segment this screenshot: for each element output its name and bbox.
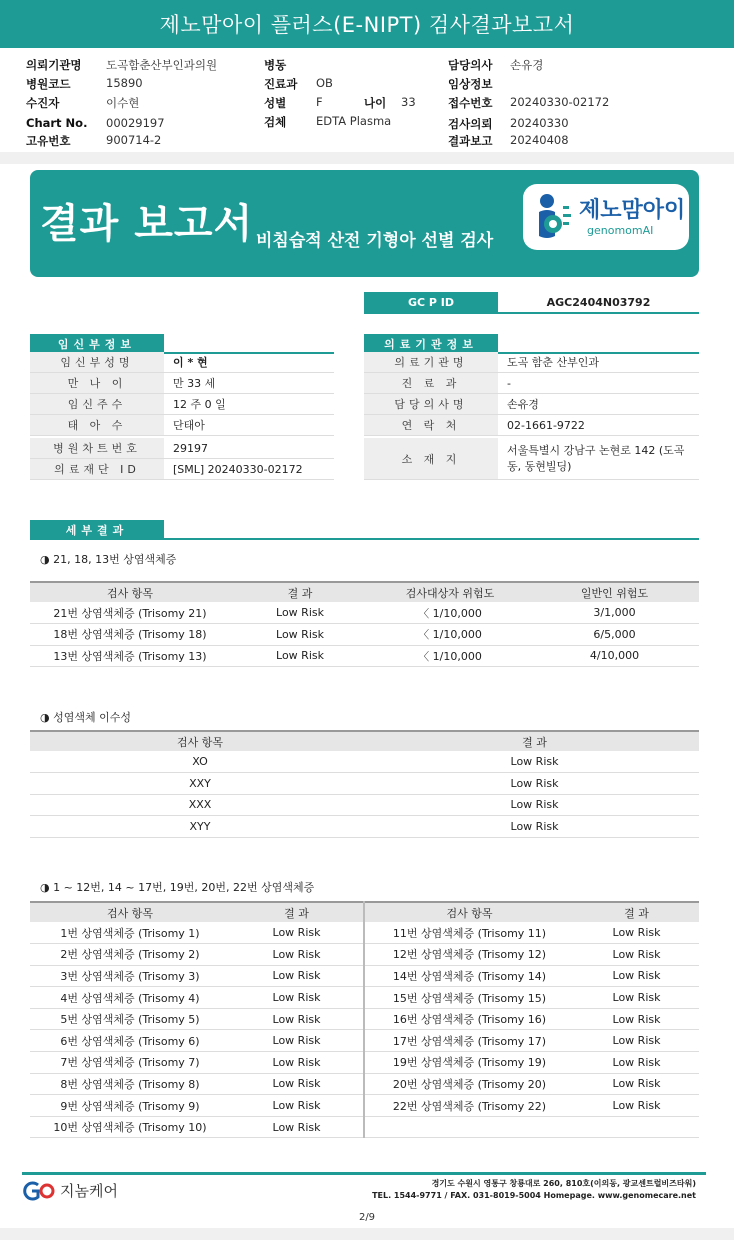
dept-label: 진료과 bbox=[264, 77, 298, 91]
cell: Low Risk bbox=[230, 965, 364, 987]
cell: Low Risk bbox=[230, 922, 364, 944]
patient-row-value: 만 33 세 bbox=[173, 377, 216, 390]
cell: 〈 1/10,000 bbox=[370, 645, 530, 667]
patient-row bbox=[30, 415, 334, 436]
cell: 19번 상염색체증 (Trisomy 19) bbox=[364, 1052, 574, 1074]
cell: 16번 상염색체증 (Trisomy 16) bbox=[364, 1008, 574, 1030]
cell: 4번 상염색체증 (Trisomy 4) bbox=[30, 987, 230, 1009]
dept-value: OB bbox=[316, 76, 333, 90]
table1-title: ◑ 21, 18, 13번 상염색체증 bbox=[40, 553, 177, 566]
cell: Low Risk bbox=[230, 1052, 364, 1074]
recipient-label: 수진자 bbox=[26, 96, 60, 110]
table2-title: ◑ 성염색체 이수성 bbox=[40, 711, 131, 724]
cell: 11번 상염색체증 (Trisomy 11) bbox=[364, 922, 574, 944]
table-row bbox=[30, 1052, 699, 1074]
gcp-id-label: GC P ID bbox=[364, 292, 498, 312]
institution-section-header bbox=[364, 334, 699, 354]
patient-section-title: 임신부정보 bbox=[30, 334, 164, 354]
cell: Low Risk bbox=[230, 1116, 364, 1138]
institution-row-label: 담당의사명 bbox=[364, 394, 498, 414]
cell: 2번 상염색체증 (Trisomy 2) bbox=[30, 944, 230, 966]
divider-band bbox=[0, 152, 734, 164]
cell: Low Risk bbox=[230, 1073, 364, 1095]
table-row bbox=[30, 1030, 699, 1052]
cell: 8번 상염색체증 (Trisomy 8) bbox=[30, 1073, 230, 1095]
gcp-id-box bbox=[364, 292, 699, 314]
unique-label: 고유번호 bbox=[26, 134, 71, 148]
cell: 6/5,000 bbox=[530, 624, 699, 646]
institution-row bbox=[364, 415, 699, 436]
banner-subtitle: 비침습적 산전 기형아 선별 검사 bbox=[256, 231, 494, 251]
cell: 20번 상염색체증 (Trisomy 20) bbox=[364, 1073, 574, 1095]
patient-section-header bbox=[30, 334, 334, 354]
cell: 3번 상염색체증 (Trisomy 3) bbox=[30, 965, 230, 987]
institution-row-value: 손유경 bbox=[507, 398, 539, 411]
genomom-logo bbox=[523, 184, 689, 250]
cell: 7번 상염색체증 (Trisomy 7) bbox=[30, 1052, 230, 1074]
institution-row-label: 의료기관명 bbox=[364, 352, 498, 372]
bottom-band bbox=[0, 1228, 734, 1240]
cell: 〈 1/10,000 bbox=[370, 602, 530, 624]
patient-row-value: 단태아 bbox=[173, 419, 205, 432]
cell: Low Risk bbox=[574, 1073, 699, 1095]
cell: Low Risk bbox=[574, 987, 699, 1009]
cell bbox=[364, 1116, 574, 1138]
hosp-code-label: 병원코드 bbox=[26, 77, 71, 91]
table-row bbox=[30, 624, 699, 646]
genomecare-logo bbox=[22, 1180, 118, 1201]
cell: Low Risk bbox=[230, 1095, 364, 1117]
institution-row-value: - bbox=[507, 376, 511, 390]
cell: Low Risk bbox=[574, 965, 699, 987]
patient-row bbox=[30, 352, 334, 373]
logo-text: 제노맘아이 bbox=[579, 198, 686, 223]
cell: 10번 상염색체증 (Trisomy 10) bbox=[30, 1116, 230, 1138]
details-section-header bbox=[30, 520, 699, 540]
inst-label: 의뢰기관명 bbox=[26, 58, 82, 72]
patient-row-label: 임신부성명 bbox=[30, 352, 164, 372]
footer-logo-text: 지놈케어 bbox=[60, 1182, 118, 1200]
table-row bbox=[30, 965, 699, 987]
cell: 4/10,000 bbox=[530, 645, 699, 667]
t3-header: 검사 항목 bbox=[30, 902, 230, 922]
cell: 17번 상염색체증 (Trisomy 17) bbox=[364, 1030, 574, 1052]
cell: 18번 상염색체증 (Trisomy 18) bbox=[30, 624, 230, 646]
footer-address bbox=[372, 1178, 696, 1202]
institution-row-label: 진 료 과 bbox=[364, 373, 498, 393]
table-row bbox=[30, 773, 699, 795]
cell bbox=[574, 1116, 699, 1138]
banner-title: 결과 보고서 bbox=[40, 201, 254, 247]
table-row bbox=[30, 602, 699, 624]
cell: Low Risk bbox=[370, 816, 699, 838]
report-title: 제노맘아이 플러스(E-NIPT) 검사결과보고서 bbox=[159, 13, 575, 37]
request-label: 검사의뢰 bbox=[448, 117, 493, 131]
cell: 22번 상염색체증 (Trisomy 22) bbox=[364, 1095, 574, 1117]
receipt-label: 접수번호 bbox=[448, 96, 493, 110]
age-value: 33 bbox=[401, 95, 416, 109]
unique-value: 900714-2 bbox=[106, 133, 162, 147]
cell: 9번 상염색체증 (Trisomy 9) bbox=[30, 1095, 230, 1117]
patient-row-label: 의료재단 ID bbox=[30, 459, 164, 479]
cell: Low Risk bbox=[230, 602, 370, 624]
cell: 13번 상염색체증 (Trisomy 13) bbox=[30, 645, 230, 667]
cell: XYY bbox=[30, 816, 370, 838]
t1-header: 검사 항목 bbox=[30, 582, 230, 602]
patient-row-value: [SML] 20240330-02172 bbox=[173, 462, 303, 476]
t3-header: 결 과 bbox=[574, 902, 699, 922]
specimen-label: 검체 bbox=[264, 115, 287, 129]
cell: Low Risk bbox=[574, 922, 699, 944]
institution-row-label: 연 락 처 bbox=[364, 415, 498, 435]
receipt-value: 20240330-02172 bbox=[510, 95, 610, 109]
table-row bbox=[30, 816, 699, 838]
table-row bbox=[30, 794, 699, 816]
table3-title: ◑ 1 ~ 12번, 14 ~ 17번, 19번, 20번, 22번 상염색체증 bbox=[40, 881, 315, 894]
table-row bbox=[30, 1073, 699, 1095]
doctor-label: 담당의사 bbox=[448, 58, 493, 72]
institution-row bbox=[364, 373, 699, 394]
cell: Low Risk bbox=[574, 1030, 699, 1052]
cell: XXY bbox=[30, 773, 370, 795]
table-row bbox=[30, 922, 699, 944]
t2-header: 결 과 bbox=[370, 731, 699, 751]
footer-address-line: 경기도 수원시 영통구 창룡대로 260, 810호(이의동, 광교센트럴비즈타워) bbox=[431, 1179, 696, 1188]
cell: Low Risk bbox=[230, 1030, 364, 1052]
patient-row-value: 12 주 0 일 bbox=[173, 398, 226, 411]
t3-header: 결 과 bbox=[230, 902, 364, 922]
table-row bbox=[30, 1095, 699, 1117]
cell: Low Risk bbox=[230, 944, 364, 966]
institution-row-value: 02-1661-9722 bbox=[507, 418, 585, 432]
result-banner bbox=[30, 170, 699, 277]
doctor-value: 손유경 bbox=[510, 58, 544, 72]
institution-row-label: 소 재 지 bbox=[364, 438, 498, 479]
clinical-label: 임상정보 bbox=[448, 77, 493, 91]
specimen-value: EDTA Plasma bbox=[316, 114, 392, 128]
cell: Low Risk bbox=[574, 1052, 699, 1074]
request-meta bbox=[0, 56, 734, 152]
cell: Low Risk bbox=[574, 1008, 699, 1030]
institution-row-value: 도곡 함춘 산부인과 bbox=[507, 356, 600, 369]
report-date-label: 결과보고 bbox=[448, 134, 493, 148]
footer-divider bbox=[22, 1172, 706, 1175]
ward-label: 병동 bbox=[264, 58, 287, 72]
cell: 3/1,000 bbox=[530, 602, 699, 624]
cell: Low Risk bbox=[230, 624, 370, 646]
table-row bbox=[30, 1116, 699, 1138]
cell: 6번 상염색체증 (Trisomy 6) bbox=[30, 1030, 230, 1052]
cell: Low Risk bbox=[370, 773, 699, 795]
cell: 1번 상염색체증 (Trisomy 1) bbox=[30, 922, 230, 944]
mother-baby-icon bbox=[533, 192, 575, 242]
cell: 〈 1/10,000 bbox=[370, 624, 530, 646]
report-title-bar bbox=[0, 0, 734, 48]
patient-row-label: 병원차트번호 bbox=[30, 438, 164, 458]
patient-row-value: 29197 bbox=[173, 441, 208, 455]
cell: 5번 상염색체증 (Trisomy 5) bbox=[30, 1008, 230, 1030]
age-label: 나이 bbox=[364, 96, 387, 110]
cell: Low Risk bbox=[370, 794, 699, 816]
table-row bbox=[30, 987, 699, 1009]
gcp-id-value: AGC2404N03792 bbox=[546, 295, 651, 309]
t2-header: 검사 항목 bbox=[30, 731, 370, 751]
trisomy-major-table bbox=[30, 581, 699, 667]
patient-row-value: 이 * 현 bbox=[173, 356, 208, 369]
table-row bbox=[30, 751, 699, 773]
genomecare-g-icon bbox=[22, 1181, 56, 1201]
t1-header: 검사대상자 위험도 bbox=[370, 582, 530, 602]
inst-value: 도곡함춘산부인과의원 bbox=[106, 58, 218, 72]
sex-label: 성별 bbox=[264, 96, 287, 110]
cell: 15번 상염색체증 (Trisomy 15) bbox=[364, 987, 574, 1009]
patient-row bbox=[30, 373, 334, 394]
sex-value: F bbox=[316, 95, 323, 109]
table-row bbox=[30, 1008, 699, 1030]
footer-contact-line: TEL. 1544-9771 / FAX. 031-8019-5004 Homepage. www.genomecare.net bbox=[372, 1191, 696, 1200]
details-section-title: 세부결과 bbox=[30, 520, 164, 540]
logo-subtext: genomomAI bbox=[587, 224, 654, 237]
t3-header: 검사 항목 bbox=[364, 902, 574, 922]
t1-header: 결 과 bbox=[230, 582, 370, 602]
trisomy-other-table bbox=[30, 901, 699, 1138]
institution-row bbox=[364, 394, 699, 415]
chart-value: 00029197 bbox=[106, 116, 165, 130]
cell: Low Risk bbox=[230, 1008, 364, 1030]
patient-row-label: 임신주수 bbox=[30, 394, 164, 414]
patient-row-label: 태 아 수 bbox=[30, 415, 164, 435]
page-number: 2/9 bbox=[358, 1212, 376, 1223]
report-date-value: 20240408 bbox=[510, 133, 569, 147]
patient-row bbox=[30, 394, 334, 415]
sex-chromosome-table bbox=[30, 730, 699, 838]
cell: XO bbox=[30, 751, 370, 773]
cell: Low Risk bbox=[230, 645, 370, 667]
cell: XXX bbox=[30, 794, 370, 816]
patient-row-label: 만 나 이 bbox=[30, 373, 164, 393]
hosp-code-value: 15890 bbox=[106, 76, 143, 90]
cell: 12번 상염색체증 (Trisomy 12) bbox=[364, 944, 574, 966]
t1-header: 일반인 위험도 bbox=[530, 582, 699, 602]
request-value: 20240330 bbox=[510, 116, 569, 130]
institution-section-title: 의료기관정보 bbox=[364, 334, 498, 354]
cell: Low Risk bbox=[370, 751, 699, 773]
table-row bbox=[30, 645, 699, 667]
institution-row bbox=[364, 438, 699, 480]
patient-row bbox=[30, 438, 334, 459]
institution-row-value: 서울특별시 강남구 논현로 142 (도곡동, 동현빌딩) bbox=[507, 443, 685, 473]
table-row bbox=[30, 944, 699, 966]
cell: 21번 상염색체증 (Trisomy 21) bbox=[30, 602, 230, 624]
cell: Low Risk bbox=[574, 1095, 699, 1117]
cell: Low Risk bbox=[230, 987, 364, 1009]
recipient-value: 이수현 bbox=[106, 96, 140, 110]
chart-label: Chart No. bbox=[26, 116, 88, 130]
cell: Low Risk bbox=[574, 944, 699, 966]
institution-row bbox=[364, 352, 699, 373]
patient-row bbox=[30, 459, 334, 480]
cell: 14번 상염색체증 (Trisomy 14) bbox=[364, 965, 574, 987]
